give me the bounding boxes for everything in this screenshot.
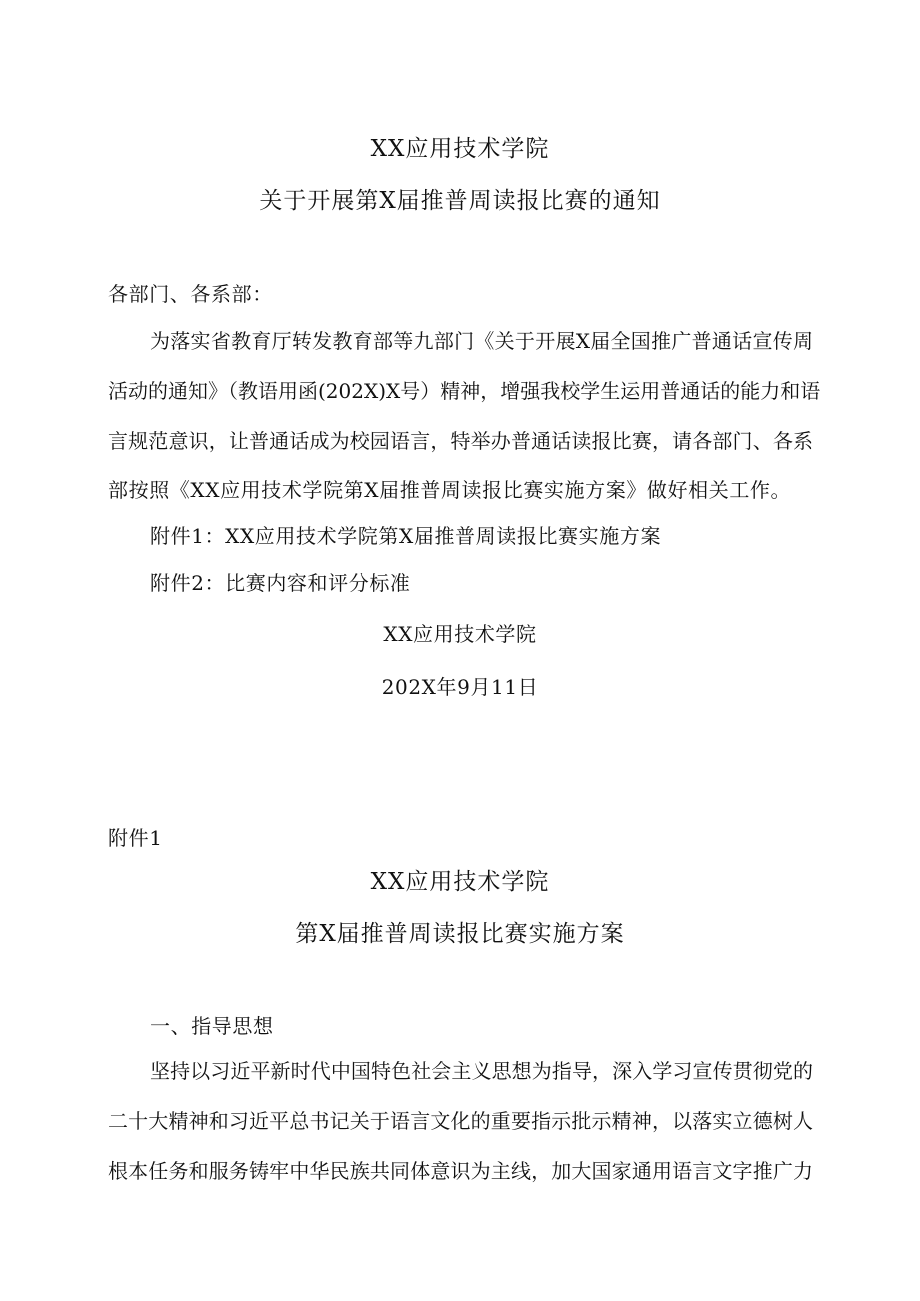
notice-body-line: 活动的通知》（教语用函(202X)X号）精神，增强我校学生运用普通话的能力和语 [108, 379, 821, 403]
notice-salutation: 各部门、各系部： [108, 282, 273, 306]
section-body-line: 根本任务和服务铸牢中华民族共同体意识为主线，加大国家通用语言文字推广力 [108, 1159, 813, 1183]
section-heading: 一、指导思想 [150, 1014, 274, 1038]
notice-date: 202X年9月11日 [381, 675, 539, 699]
notice-body-line: 为落实省教育厅转发教育部等九部门《关于开展X届全国推广普通话宣传周 [150, 329, 813, 353]
attachment-item: 附件2：比赛内容和评分标准 [150, 571, 411, 595]
appendix-plan-title: 第X届推普周读报比赛实施方案 [295, 921, 625, 947]
appendix-org-title: XX应用技术学院 [370, 869, 550, 895]
attachment-item: 附件1：XX应用技术学院第X届推普周读报比赛实施方案 [150, 524, 662, 548]
notice-signature: XX应用技术学院 [383, 622, 537, 646]
notice-body-line: 言规范意识，让普通话成为校园语言，特举办普通话读报比赛，请各部门、各系 [108, 429, 813, 453]
notice-body-line: 部按照《XX应用技术学院第X届推普周读报比赛实施方案》做好相关工作。 [108, 478, 792, 502]
appendix-label: 附件1 [108, 826, 163, 850]
section-body-line: 坚持以习近平新时代中国特色社会主义思想为指导，深入学习宣传贯彻党的 [150, 1059, 813, 1083]
notice-org-title: XX应用技术学院 [370, 136, 550, 162]
section-body-line: 二十大精神和习近平总书记关于语言文化的重要指示批示精神，以落实立德树人 [108, 1109, 813, 1133]
notice-subject-title: 关于开展第X届推普周读报比赛的通知 [259, 188, 661, 214]
